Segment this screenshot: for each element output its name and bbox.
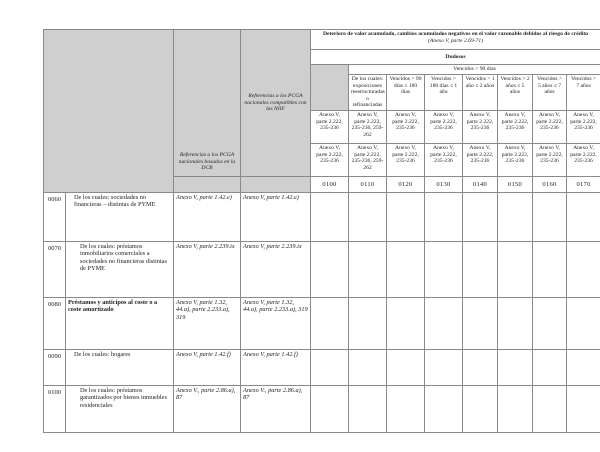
row-code: 0070 xyxy=(44,241,66,297)
cell xyxy=(425,192,463,241)
row-ref-ifrs: Anexo V, parte 1.42.f) xyxy=(241,349,311,385)
col-code-0150: 0150 xyxy=(498,176,533,192)
ref-a-0100: Anexo V, parte 2.222, 235-236 xyxy=(311,110,349,143)
code-blank-ifrs xyxy=(241,176,311,192)
ref-b-0100: Anexo V, parte 2.222, 235-236 xyxy=(311,143,349,176)
cell xyxy=(387,241,425,297)
cell xyxy=(349,241,387,297)
row-ref-ifrs: Anexo V, parte 2.239.ix xyxy=(241,241,311,297)
cell xyxy=(425,385,463,432)
table-row xyxy=(44,192,600,241)
subcol-label-0140: Vencidos > 1 año ≤ 2 años xyxy=(463,75,498,111)
cell xyxy=(533,297,567,349)
cell xyxy=(349,297,387,349)
row-code: 0080 xyxy=(44,297,66,349)
ref-a-0110: Anexo V, parte 2.222, 235-236, 259-262 xyxy=(349,110,387,143)
col-code-0160: 0160 xyxy=(533,176,567,192)
col-code-0120: 0120 xyxy=(387,176,425,192)
financial-template-table xyxy=(43,29,600,433)
cell xyxy=(311,241,349,297)
refs-ifrs-header: Referencias a los PCGA nacionales compatibles con las NIIF xyxy=(244,93,307,113)
cell xyxy=(498,192,533,241)
subcol-label-0160: Vencidos > 5 años ≤ 7 años xyxy=(533,75,567,111)
ref-a-0170: Anexo V, parte 2.222, 235-236 xyxy=(567,110,600,143)
cell xyxy=(567,385,600,432)
cell xyxy=(349,192,387,241)
cell xyxy=(387,385,425,432)
row-code: 0090 xyxy=(44,349,66,385)
cell xyxy=(533,192,567,241)
row-label: De los cuales: sociedades no financieras – distintas de PYME xyxy=(66,192,174,241)
row-ref-bad: Anexo V, parte 1.42.f) xyxy=(174,349,241,385)
subcol-label-0110: De los cuales: exposiciones reestructuradas o refinanciadas xyxy=(349,75,387,111)
corner-cell xyxy=(44,30,174,193)
row-ref-bad: Anexo V., parte 2.86.a), 87 xyxy=(174,385,241,432)
ref-b-0150: Anexo V, parte 2.222, 235-236 xyxy=(498,143,533,176)
cell xyxy=(533,241,567,297)
row-label: De los cuales: hogares xyxy=(66,349,174,385)
cell xyxy=(498,241,533,297)
cell xyxy=(533,349,567,385)
cell xyxy=(349,385,387,432)
row-label: De los cuales: préstamos garantizados por bienes inmuebles residenciales xyxy=(66,385,174,432)
cell xyxy=(387,297,425,349)
col-code-0130: 0130 xyxy=(425,176,463,192)
cell xyxy=(387,349,425,385)
refs-bad-header-cell xyxy=(174,30,241,177)
ref-b-0110: Anexo V, parte 2.222, 235-236, 259-262 xyxy=(349,143,387,176)
ref-a-0140: Anexo V, parte 2.222, 235-236 xyxy=(463,110,498,143)
table-row xyxy=(44,349,600,385)
refs-ifrs-header-cell xyxy=(241,30,311,177)
cell xyxy=(425,241,463,297)
ref-b-0140: Anexo V, parte 2.222, 235-236 xyxy=(463,143,498,176)
cell xyxy=(387,192,425,241)
cell xyxy=(533,385,567,432)
refs-bad-header: Referencias a los PCGA nacionales basados en la DCB xyxy=(178,152,236,172)
subcol-label-0130: Vencidos > 180 días ≤ 1 año xyxy=(425,75,463,111)
cell xyxy=(311,297,349,349)
cell xyxy=(567,349,600,385)
cell xyxy=(349,349,387,385)
row-ref-bad: Anexo V, parte 2.239.ix xyxy=(174,241,241,297)
cell xyxy=(498,385,533,432)
first-col-blank xyxy=(311,65,349,111)
ref-b-0130: Anexo V, parte 2.222, 235-236 xyxy=(425,143,463,176)
cell xyxy=(463,192,498,241)
col-code-0170: 0170 xyxy=(567,176,600,192)
cell xyxy=(567,241,600,297)
ref-b-0160: Anexo V, parte 2.222, 235-236 xyxy=(533,143,567,176)
subcol-label-0170: Vencidos > 7 años xyxy=(567,75,600,111)
cell xyxy=(463,241,498,297)
row-ref-bad: Anexo V, parte 1.32, 44.a), parte 2.233.a), 319 xyxy=(174,297,241,349)
cell xyxy=(498,349,533,385)
cell xyxy=(311,192,349,241)
row-code: 0060 xyxy=(44,192,66,241)
impairment-title: Deterioro de valor acumulado, cambios acumulados negativos en el valor razonable debidos al riesgo de crédito xyxy=(323,31,589,37)
cell xyxy=(311,385,349,432)
cell xyxy=(311,349,349,385)
cell xyxy=(463,349,498,385)
ref-a-0150: Anexo V, parte 2.222, 235-236 xyxy=(498,110,533,143)
ref-a-0160: Anexo V, parte 2.222, 235-236 xyxy=(533,110,567,143)
ref-a-0120: Anexo V, parte 2.222, 235-236 xyxy=(387,110,425,143)
col-code-0100: 0100 xyxy=(311,176,349,192)
ref-b-0170: Anexo V, parte 2.222, 235-236 xyxy=(567,143,600,176)
cell xyxy=(425,297,463,349)
overdue-90-header: Vencidos > 90 días xyxy=(349,65,600,75)
row-ref-ifrs: Anexo V, parte 1.42.e) xyxy=(241,192,311,241)
subcol-label-0150: Vencidos > 2 años ≤ 5 años xyxy=(498,75,533,111)
code-blank-bad xyxy=(174,176,241,192)
row-label: De los cuales: préstamos inmobiliarios comerciales a sociedades no financieras distintas de PYME xyxy=(66,241,174,297)
cell xyxy=(567,192,600,241)
impairment-ref: (Anexo V, parte 2.69-71) xyxy=(428,37,484,44)
col-code-0110: 0110 xyxy=(349,176,387,192)
table-row xyxy=(44,297,600,349)
row-ref-ifrs: Anexo V, parte 1.32, 44.a), parte 2.233.a), 319 xyxy=(241,297,311,349)
doubtful-header: Dudosos xyxy=(311,50,600,65)
row-ref-ifrs: Anexo V., parte 2.86.a), 87 xyxy=(241,385,311,432)
table-row xyxy=(44,241,600,297)
ref-a-0130: Anexo V, parte 2.222, 235-236 xyxy=(425,110,463,143)
cell xyxy=(463,297,498,349)
cell xyxy=(425,349,463,385)
row-ref-bad: Anexo V, parte 1.42.e) xyxy=(174,192,241,241)
ref-b-0120: Anexo V, parte 2.222, 235-236 xyxy=(387,143,425,176)
subcol-label-0120: Vencidos > 90 días ≤ 180 días xyxy=(387,75,425,111)
row-code: 0100 xyxy=(44,385,66,432)
table-row xyxy=(44,385,600,432)
cell xyxy=(463,385,498,432)
cell xyxy=(567,297,600,349)
impairment-header-cell xyxy=(311,30,600,50)
row-label: Préstamos y anticipos al coste o a coste amortizado xyxy=(66,297,174,349)
cell xyxy=(498,297,533,349)
col-code-0140: 0140 xyxy=(463,176,498,192)
